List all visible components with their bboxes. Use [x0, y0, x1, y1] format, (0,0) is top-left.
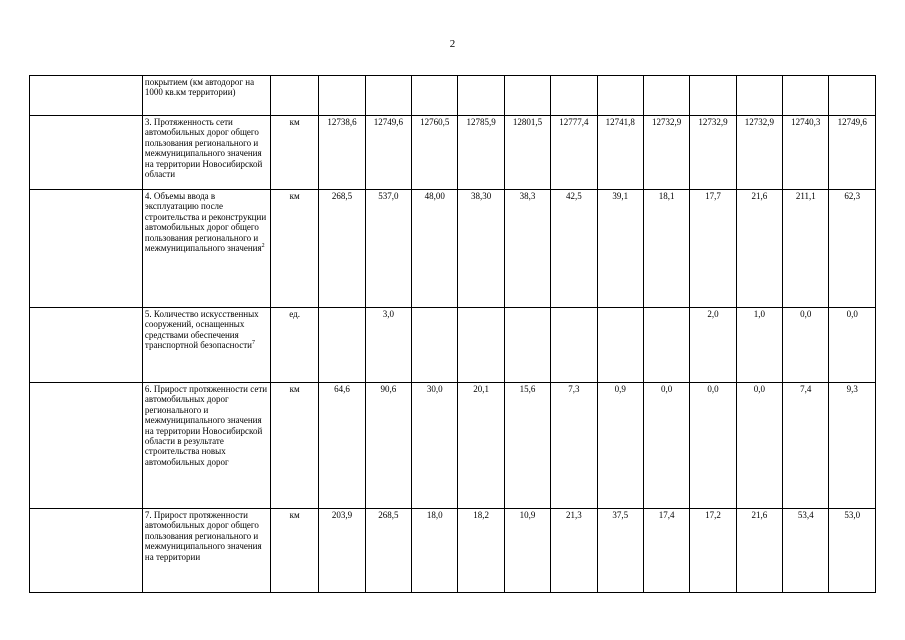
value-cell: 12732,9	[736, 116, 782, 190]
unit-cell: км	[270, 116, 318, 190]
footnote-mark: 7	[251, 340, 255, 347]
value-cell: 1,0	[736, 308, 782, 383]
value-cell	[504, 308, 550, 383]
value-cell	[365, 76, 411, 116]
table-row	[30, 76, 876, 116]
value-cell	[458, 76, 504, 116]
value-cell: 12801,5	[504, 116, 550, 190]
page-number: 2	[449, 38, 456, 50]
value-cell: 10,9	[504, 509, 550, 593]
value-cell	[504, 76, 550, 116]
unit-cell: км	[270, 190, 318, 308]
value-cell: 18,2	[458, 509, 504, 593]
value-cell: 48,00	[412, 190, 458, 308]
value-cell: 7,3	[551, 383, 597, 509]
value-cell: 12749,6	[829, 116, 876, 190]
value-cell	[319, 308, 365, 383]
value-cell: 12732,9	[643, 116, 689, 190]
value-cell: 17,4	[643, 509, 689, 593]
value-cell: 0,0	[690, 383, 736, 509]
indicator-label: 5. Количество искусственных сооружений, оснащенных средствами обеспечения транспортной безопасности	[144, 309, 259, 351]
table-row	[30, 383, 876, 509]
indicator-label-cell	[142, 308, 270, 383]
value-cell	[690, 76, 736, 116]
table-row	[30, 509, 876, 593]
value-cell: 12740,3	[783, 116, 829, 190]
value-cell: 21,6	[736, 509, 782, 593]
table-row	[30, 308, 876, 383]
value-cell: 12760,5	[412, 116, 458, 190]
unit-cell: ед.	[270, 308, 318, 383]
value-cell: 12738,6	[319, 116, 365, 190]
value-cell: 18,1	[643, 190, 689, 308]
indicator-label: 3. Протяженность сети автомобильных дорог общего пользования регионального и межмуниципального значения на территории Новосибирской области	[142, 116, 270, 190]
value-cell: 38,30	[458, 190, 504, 308]
value-cell: 42,5	[551, 190, 597, 308]
blank-cell	[30, 308, 143, 383]
value-cell	[643, 308, 689, 383]
value-cell	[597, 76, 643, 116]
unit-cell: км	[270, 509, 318, 593]
value-cell: 64,6	[319, 383, 365, 509]
value-cell: 0,0	[643, 383, 689, 509]
value-cell: 90,6	[365, 383, 411, 509]
value-cell: 0,0	[736, 383, 782, 509]
value-cell: 2,0	[690, 308, 736, 383]
blank-cell	[30, 509, 143, 593]
value-cell: 12732,9	[690, 116, 736, 190]
value-cell: 268,5	[365, 509, 411, 593]
value-cell: 39,1	[597, 190, 643, 308]
value-cell: 12749,6	[365, 116, 411, 190]
value-cell: 53,0	[829, 509, 876, 593]
value-cell: 12741,8	[597, 116, 643, 190]
value-cell	[643, 76, 689, 116]
value-cell: 268,5	[319, 190, 365, 308]
blank-cell	[30, 116, 143, 190]
value-cell: 21,3	[551, 509, 597, 593]
value-cell	[458, 308, 504, 383]
unit-cell	[270, 76, 318, 116]
value-cell: 0,9	[597, 383, 643, 509]
value-cell: 62,3	[829, 190, 876, 308]
value-cell: 53,4	[783, 509, 829, 593]
value-cell: 0,0	[783, 308, 829, 383]
value-cell: 7,4	[783, 383, 829, 509]
value-cell: 537,0	[365, 190, 411, 308]
blank-cell	[30, 383, 143, 509]
value-cell: 3,0	[365, 308, 411, 383]
value-cell: 38,3	[504, 190, 550, 308]
unit-cell: км	[270, 383, 318, 509]
indicator-label: 7. Прирост протяженности автомобильных дорог общего пользования регионального и межмуниципального значения на территории	[142, 509, 270, 593]
indicator-label: покрытием (км автодорог на 1000 кв.км территории)	[142, 76, 270, 116]
value-cell	[551, 76, 597, 116]
value-cell: 211,1	[783, 190, 829, 308]
table-row	[30, 190, 876, 308]
blank-cell	[30, 76, 143, 116]
value-cell: 30,0	[412, 383, 458, 509]
value-cell: 20,1	[458, 383, 504, 509]
value-cell: 15,6	[504, 383, 550, 509]
value-cell	[319, 76, 365, 116]
value-cell: 203,9	[319, 509, 365, 593]
blank-cell	[30, 190, 143, 308]
value-cell	[736, 76, 782, 116]
table-body	[30, 76, 876, 593]
value-cell: 12785,9	[458, 116, 504, 190]
value-cell: 18,0	[412, 509, 458, 593]
value-cell: 17,7	[690, 190, 736, 308]
value-cell: 12777,4	[551, 116, 597, 190]
table-row	[30, 116, 876, 190]
value-cell	[412, 76, 458, 116]
value-cell	[551, 308, 597, 383]
value-cell	[412, 308, 458, 383]
footnote-mark: 2	[261, 243, 265, 250]
value-cell	[783, 76, 829, 116]
value-cell	[597, 308, 643, 383]
indicator-label: 4. Объемы ввода в эксплуатацию после строительства и реконструкции автомобильных дорог общего пользования регионального и межмуниципального значения	[144, 191, 267, 254]
value-cell: 9,3	[829, 383, 876, 509]
value-cell	[829, 76, 876, 116]
indicator-label-cell	[142, 190, 270, 308]
indicator-label: 6. Прирост протяженности сети автомобильных дорог регионального и межмуниципального значения на территории Новосибирской области в результате строительства новых автомобильных дорог	[142, 383, 270, 509]
value-cell: 37,5	[597, 509, 643, 593]
value-cell: 17,2	[690, 509, 736, 593]
indicators-table	[29, 75, 876, 593]
value-cell: 21,6	[736, 190, 782, 308]
value-cell: 0,0	[829, 308, 876, 383]
